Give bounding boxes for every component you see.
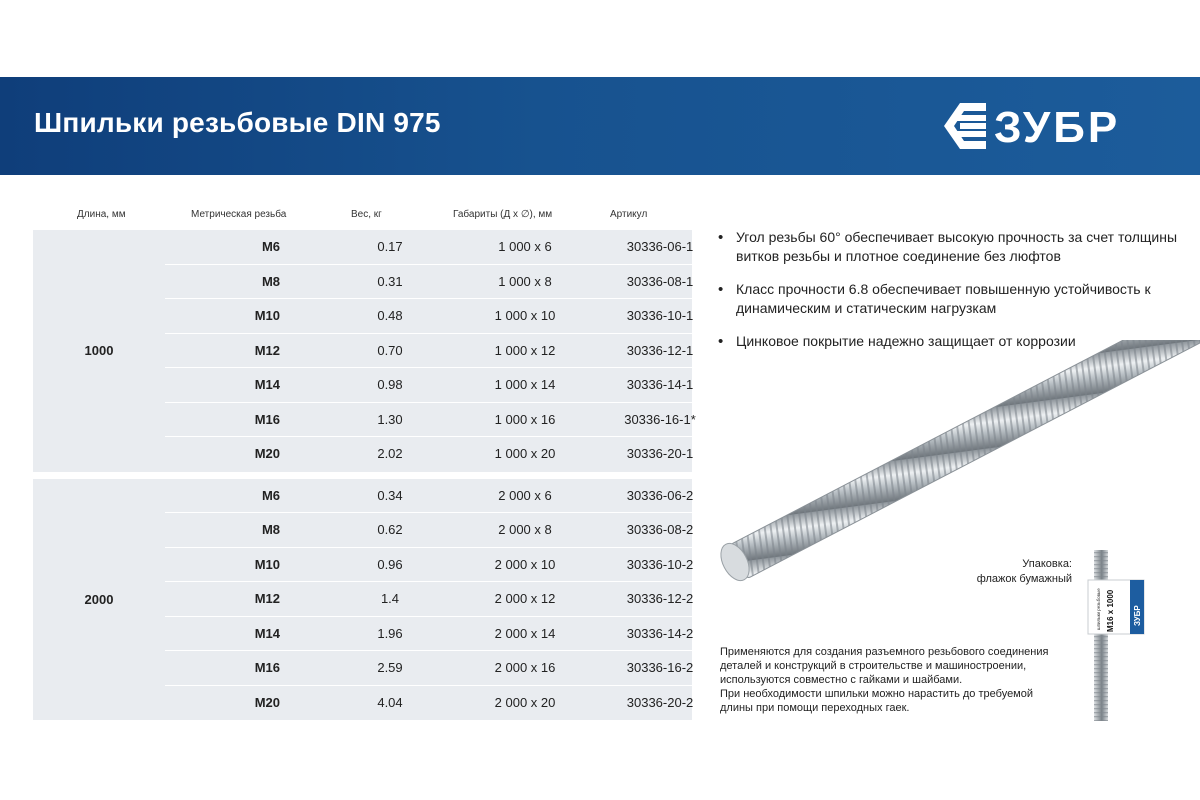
dims-cell: 2 000 x 12 [494, 591, 556, 606]
note-line: длины при помощи переходных гаек. [720, 702, 910, 714]
table-row [165, 548, 692, 583]
article-cell: 30336-10-1 [626, 308, 694, 323]
dims-cell: 2 000 x 8 [498, 522, 552, 537]
brand-name: ЗУБР [994, 103, 1121, 152]
table-row [165, 513, 692, 548]
feature-item: • Цинковое покрытие надежно защищает от коррозии [718, 332, 1178, 351]
tag-brand: ЗУБР [1133, 605, 1142, 626]
thread-cell: M20 [254, 446, 280, 461]
table-row [165, 617, 692, 652]
dims-cell: 2 000 x 14 [494, 625, 556, 641]
weight-cell: 4.04 [377, 694, 403, 710]
length-group [33, 230, 696, 472]
article-cell: 30336-16-1* [624, 411, 696, 427]
thread-cell: M14 [254, 377, 280, 392]
dims-cell: 1 000 x 16 [494, 411, 556, 427]
article-cell: 30336-06-2 [626, 487, 694, 503]
col-weight: Вес, кг [351, 209, 382, 220]
article-cell: 30336-12-2 [626, 591, 694, 606]
table-row [165, 299, 692, 334]
weight-cell: 2.59 [377, 660, 403, 675]
length-group [33, 479, 692, 721]
col-thread: Метрическая резьба [191, 209, 287, 220]
article-cell: 30336-16-2 [626, 660, 694, 675]
note-line: При необходимости шпильки можно нарастить до требуемой [720, 688, 1034, 700]
tag-title: шпильки резьбовые [1096, 588, 1101, 630]
table-header [33, 200, 692, 230]
table-row [165, 479, 692, 514]
brand-logo [940, 95, 1170, 157]
table-row [165, 334, 692, 369]
article-cell: 30336-12-1 [626, 342, 694, 358]
dims-cell: 1 000 x 8 [498, 273, 552, 289]
article-cell: 30336-08-2 [626, 522, 694, 537]
article-cell: 30336-20-2 [626, 694, 694, 710]
thread-cell: M20 [254, 694, 280, 710]
weight-cell: 0.62 [377, 522, 403, 537]
article-cell: 30336-20-1 [626, 446, 694, 461]
note-line: используются совместно с гайками и шайбами. [720, 674, 963, 686]
thread-cell: M8 [261, 273, 280, 289]
dims-cell: 1 000 x 10 [494, 308, 556, 323]
thread-cell: M6 [261, 487, 280, 503]
dims-cell: 2 000 x 10 [494, 556, 556, 572]
weight-cell: 0.70 [377, 342, 403, 358]
table-row [165, 403, 696, 438]
weight-cell: 1.30 [377, 411, 403, 427]
packaging-title: Упаковка: [1022, 558, 1072, 570]
brand-subtitle: ПРОФЕССИОНАЛ [1045, 219, 1154, 231]
weight-cell: 0.34 [377, 487, 403, 503]
note-line: Применяются для создания разъемного резьбового соединения [720, 646, 1049, 658]
table-row [165, 651, 692, 686]
weight-cell: 0.98 [377, 377, 403, 392]
usage-note [720, 645, 1050, 715]
packaging-label [960, 557, 1072, 587]
dims-cell: 2 000 x 20 [494, 694, 556, 710]
spec-table [33, 200, 696, 720]
feature-item: • Угол резьбы 60° обеспечивает высокую прочность за счет толщины витков резьбы и плотное соединение без люфтов [718, 228, 1178, 266]
thread-cell: M14 [254, 625, 280, 641]
thread-cell: M8 [261, 522, 280, 537]
note-line: деталей и конструкций в строительстве и машиностроении, [720, 660, 1027, 672]
dims-cell: 1 000 x 14 [494, 377, 556, 392]
weight-cell: 0.96 [377, 556, 403, 572]
col-dims: Габариты (Д х ∅), мм [453, 209, 553, 220]
group-length: 1000 [84, 343, 114, 359]
col-article: Артикул [610, 209, 648, 220]
page-title: Шпильки резьбовые DIN 975 [34, 107, 441, 138]
packaging-image [1086, 548, 1146, 723]
dims-cell: 1 000 x 20 [494, 446, 556, 461]
weight-cell: 1.4 [380, 591, 400, 606]
table-row [165, 582, 692, 617]
table-row [165, 368, 692, 403]
table-row [165, 230, 692, 265]
tag-size: М16 х 1000 [1106, 589, 1115, 632]
weight-cell: 2.02 [377, 446, 403, 461]
weight-cell: 0.48 [377, 308, 403, 323]
article-cell: 30336-14-2 [626, 625, 694, 641]
table-row [165, 437, 692, 472]
weight-cell: 0.17 [377, 239, 403, 254]
col-length: Длина, мм [77, 209, 126, 220]
packaging-value: флажок бумажный [976, 573, 1072, 585]
article-cell: 30336-14-1 [626, 377, 694, 392]
dims-cell: 1 000 x 12 [494, 342, 556, 358]
group-length: 2000 [84, 591, 114, 607]
article-cell: 30336-06-1 [626, 239, 694, 254]
table-body [33, 230, 696, 720]
thread-cell: M10 [254, 308, 280, 323]
article-cell: 30336-08-1 [626, 273, 694, 289]
dims-cell: 2 000 x 6 [498, 487, 552, 503]
thread-cell: M6 [261, 239, 280, 254]
thread-cell: M16 [254, 660, 280, 675]
feature-item: • Класс прочности 6.8 обеспечивает повышенную устойчивость к динамическим и статическим нагрузкам [718, 280, 1178, 318]
article-cell: 30336-10-2 [626, 556, 694, 572]
thread-cell: M16 [254, 411, 280, 427]
table-row [165, 265, 692, 300]
dims-cell: 2 000 x 16 [494, 660, 556, 675]
table-row [165, 686, 692, 721]
dims-cell: 1 000 x 6 [498, 239, 552, 254]
weight-cell: 1.96 [377, 625, 403, 641]
thread-cell: M10 [254, 556, 280, 572]
thread-cell: M12 [254, 342, 280, 358]
thread-cell: M12 [254, 591, 280, 606]
weight-cell: 0.31 [377, 273, 403, 289]
